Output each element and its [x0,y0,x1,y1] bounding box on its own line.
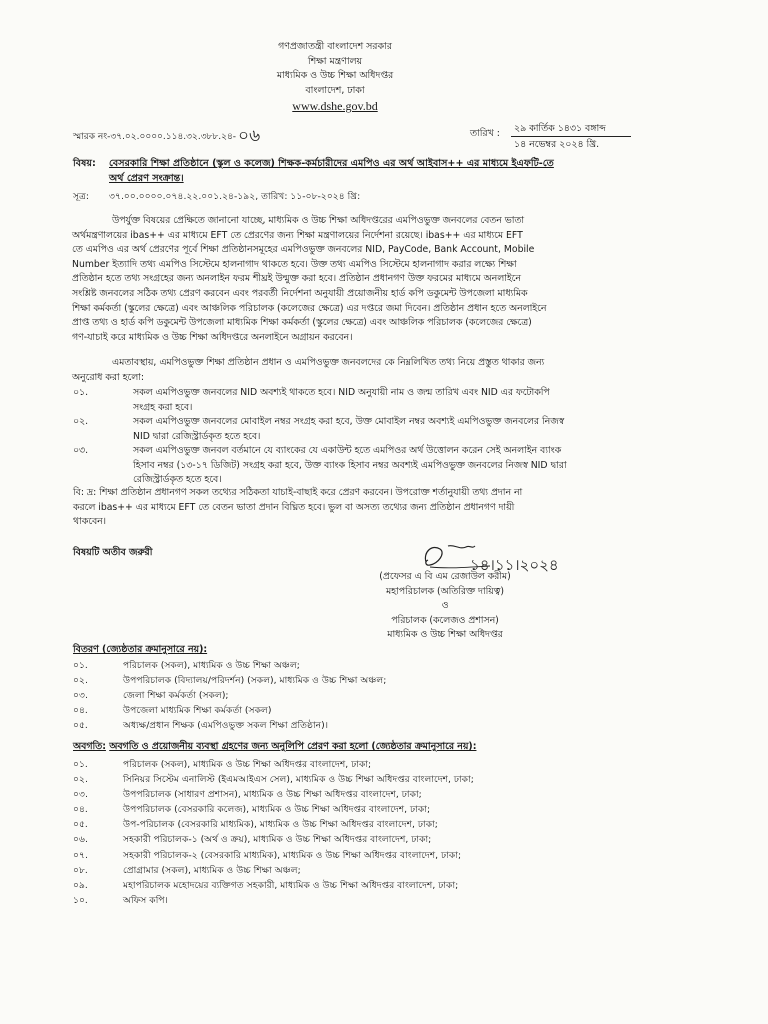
item-text: সকল এমপিওভুক্ত জনবল বর্তমানে যে ব্যাংকের যে একাউন্ট হতে এমপিওর অর্থ উত্তোলন করেন সেই অনলাইন ব্যাংক [133,445,562,456]
memo-number-text: স্মারক নং-৩৭.০২.০০০০.১১৪.৩২.৩৮৮.২৪- [73,132,237,142]
government-name: গণপ্রজাতন্ত্রী বাংলাদেশ সরকার [278,41,392,52]
list-item [73,688,386,703]
item-text: সিনিয়র সিস্টেম এনালিস্ট (ইএমআইএস সেল), মাধ্যমিক ও উচ্চ শিক্ষা অধিদপ্তর বাংলাদেশ, ঢাকা; [123,774,474,786]
memo-number [73,122,260,147]
item-number: ০৫. [73,720,88,732]
item-number: ০২. [73,675,88,687]
paragraph-line: গণ-যাচাই করে মাধ্যমিক ও উচ্চ শিক্ষা অধিদপ্তরে অনলাইনে অগ্রায়ন করবেন। [72,331,353,343]
item-number: ০২. [73,774,88,786]
memo-handwritten-number: ০৬ [238,126,261,146]
item-text: অধ্যক্ষ/প্রধান শিক্ষক (এমপিওভুক্ত সকল শিক্ষা প্রতিষ্ঠান)। [123,720,328,732]
paragraph-line: সংশ্লিষ্ট জনবলের সঠিক তথ্য প্রেরণ করবেন এবং পরবর্তী নির্দেশনা অনুযায়ী প্রয়োজনীয় হার্ড কপি ডকুমেন্ট উপজেলা মাধ্যমিক [72,287,528,299]
body-paragraph-1 [72,214,706,345]
list-item [73,848,474,863]
item-text: সকল এমপিওভুক্ত জনবলের মোবাইল নম্বর সংগ্রহ করা হবে, উক্ত মোবাইল নম্বর অবশ্যই এমপিওভুক্ত জনবলের নিজস্ব [133,416,565,427]
paragraph-line: অর্থমন্ত্রণালয়ের ibas++ এর মাধ্যমে EFT তে প্রেরণের জন্য শিক্ষা মন্ত্রণালয়ের নির্দেশনা রয়েছে। ibas++ এর মাধ্যমে EFT [72,229,523,241]
item-text: রেজিস্ট্রার্ডকৃত হতে হবে। [133,474,222,485]
item-text: হিসাব নম্বর (১৩-১৭ ডিজিট) সংগ্রহ করা হবে, উক্ত ব্যাংক হিসাব নম্বর অবশ্যই এমপিওভুক্ত জনবলের নিজস্ব NID দ্বারা [133,459,567,471]
item-number: ০৭. [73,849,88,861]
item-number: ০৪. [73,804,88,816]
list-item [73,772,474,787]
paragraph-line: উপর্যুক্ত বিষয়ের প্রেক্ষিতে জানানো যাচ্ছে, মাধ্যমিক ও উচ্চ শিক্ষা অধিদপ্তরের এমপিওভুক্ত জনবলের বেতন ভাতা [112,215,525,226]
copy-label: অবগতি: [73,741,106,752]
item-text: সহকারী পরিচালক-১ (অর্থ ও ক্রয়), মাধ্যমিক ও উচ্চ শিক্ষা অধিদপ্তর বাংলাদেশ, ঢাকা; [123,834,432,846]
signatory-designation-2: পরিচালক (কলেজও প্রশাসন) [391,614,499,626]
item-text: উপপরিচালক (বিদ্যালয়/পরিদর্শন) (সকল), মাধ্যমিক ও উচ্চ শিক্ষা অঞ্চল; [123,675,387,687]
item-number: ০৩. [73,789,88,801]
signatory-designation-1: মহাপরিচালক (অতিরিক্ত দায়িত্ব) [386,585,504,597]
reference-line [73,190,360,203]
item-number: ০৩. [73,690,88,702]
reference-label: সূত্র: [73,191,89,202]
note-paragraph [73,486,709,530]
ministry-name: শিক্ষা মন্ত্রণালয় [307,55,363,67]
item-text: সকল এমপিওভুক্ত জনবলের NID অবশ্যই থাকতে হবে। NID অনুযায়ী নাম ও জন্ম তারিখ এবং NID এর ফটোকপি [133,387,550,398]
list-item [73,658,386,673]
item-text: প্রোগ্রামার (সকল), মাধ্যমিক ও উচ্চ শিক্ষা অঞ্চল; [123,864,301,876]
item-text: পরিচালক (সকল), মাধ্যমিক ও উচ্চ শিক্ষা অঞ্চল; [123,660,300,671]
directorate-name: মাধ্যমিক ও উচ্চ শিক্ষা অধিদপ্তর [276,70,394,81]
list-item [73,893,474,908]
item-text: NID দ্বারা রেজিস্ট্রার্ডকৃত হতে হবে। [133,430,261,442]
distribution-title: বিতরণ (জ্যেষ্ঠতার ক্রমানুসারে নয়): [73,644,208,655]
signatory-office: মাধ্যমিক ও উচ্চ শিক্ষা অধিদপ্তর [387,629,503,640]
list-item [73,863,474,878]
paragraph-line: তে এমপিও এর অর্থ প্রেরণের পূর্বে শিক্ষা প্রতিষ্ঠানসমূহের এমপিওভুক্ত জনবলের NID, PayCode, Bank Account, Mobile [72,244,535,256]
item-number: ০২. [73,416,89,427]
subject-line [73,156,703,186]
date-bangla: ২৯ কার্তিক ১৪৩১ বঙ্গাব্দ [511,121,631,137]
item-number: ০৪. [73,705,88,717]
list-item [73,415,713,444]
item-text: পরিচালক (সকল), মাধ্যমিক ও উচ্চ শিক্ষা অধিদপ্তর বাংলাদেশ, ঢাকা; [123,759,372,770]
reference-text: ৩৭.০০.০০০০.০৭৪.২২.০০১.২৪-১৯২, তারিখ: ১১-০৮-২০২৪ খ্রি: [109,191,361,202]
signature-block [345,570,545,643]
list-item [73,817,474,832]
paragraph-line: এমতাবস্থায়, এমপিওভুক্ত শিক্ষা প্রতিষ্ঠান প্রধান ও এমপিওভুক্ত জনবলদের কে নিম্নলিখিত তথ্য নিয়ে প্রস্তুত থাকার জন্য [112,357,545,368]
paragraph-line: শিক্ষা কর্মকর্তা (স্কুলের ক্ষেত্রে) এবং আঞ্চলিক পরিচালক (কলেজের ক্ষেত্রে) এর দপ্তরে জমা দিবেন। প্রতিষ্ঠান প্রধান হতে অনলাইনে [72,302,547,314]
paragraph-line: প্রতিষ্ঠান হতে তথ্য সংগ্রহের জন্য অনলাইন ফরম শীঘ্রই উন্মুক্ত করা হবে। প্রতিষ্ঠান প্রধানগণ উক্ত ফরমের মাধ্যমে অনলাইনে [72,273,521,285]
item-number: ০৩. [73,445,89,456]
item-number: ০১. [73,660,88,671]
note-line: করলে ibas++ এর মাধ্যমে EFT তে বেতন ভাতা প্রদান বিঘ্নিত হবে। ভুল বা অসত্য তথ্যের জন্য প্রতিষ্ঠান প্রধানগণ দায়ী [73,501,515,513]
signature-date: ১৪।১১।২০২৪ [470,556,559,574]
signatory-conjunction: ও [441,600,449,611]
item-text: অফিস কপি। [123,894,168,906]
item-text: মহাপরিচালক মহোদয়ের ব্যক্তিগত সহকারী, মাধ্যমিক ও উচ্চ শিক্ষা অধিদপ্তর বাংলাদেশ, ঢাকা; [123,879,459,891]
copy-title [73,740,476,754]
list-item [73,878,474,893]
list-item [73,444,713,488]
note-line: থাকবেন। [73,516,107,528]
list-item [73,673,386,688]
paragraph-line: প্রাপ্ত তথ্য ও হার্ড কপি ডকুমেন্ট উপজেলা মাধ্যমিক শিক্ষা কর্মকর্তা (স্কুলের ক্ষেত্রে) এবং আঞ্চলিক পরিচালক (কলেজের ক্ষেত্রে) [72,317,532,329]
item-number: ০৯. [73,879,88,891]
item-number: ০৮. [73,864,88,876]
requirement-list [73,386,713,488]
item-number: ০৫. [73,819,88,831]
list-item [73,703,386,718]
item-number: ০৬. [73,834,88,846]
location: বাংলাদেশ, ঢাকা [305,84,365,96]
item-number: ০১. [73,759,88,770]
distribution-list [73,658,386,733]
item-text: জেলা শিক্ষা কর্মকর্তা (সকল); [123,690,229,702]
copy-title-text: অবগতি ও প্রয়োজনীয় ব্যবস্থা গ্রহণের জন্য অনুলিপি প্রেরণ করা হলো (জ্যেষ্ঠতার ক্রমানুসারে নয়): [109,741,477,752]
copy-list [73,757,474,908]
letterhead [200,40,470,114]
urgent-label: বিষয়টি অতীব জরুরী [73,547,153,558]
website-link[interactable]: www.dshe.gov.bd [292,99,378,113]
list-item [73,832,474,847]
date-label: তারিখ : [470,128,500,139]
list-item [73,386,713,415]
item-text: উপপরিচালক (সাধারণ প্রশাসন), মাধ্যমিক ও উচ্চ শিক্ষা অধিদপ্তর বাংলাদেশ, ঢাকা; [123,789,422,801]
date-block [511,121,631,152]
paragraph-line: Number ইত্যাদি তথ্য এমপিও সিস্টেমে হালনাগাদ থাকতে হবে। উক্ত তথ্য এমপিও সিস্টেমে হালনাগাদ করার লক্ষ্যে শিক্ষা [72,258,517,270]
item-text: সংগ্রহ করা হবে। [133,401,193,413]
item-text: উপজেলা মাধ্যমিক শিক্ষা কর্মকর্তা (সকল) [123,705,272,717]
item-text: উপ-পরিচালক (বেসরকারি মাধ্যমিক), মাধ্যমিক ও উচ্চ শিক্ষা অধিদপ্তর বাংলাদেশ, ঢাকা; [123,819,438,831]
subject-text-2: অর্থ প্রেরণ সংক্রান্ত। [109,173,184,184]
signatory-name: (প্রফেসর এ বি এম রেজাউল করীম) [379,571,511,582]
list-item [73,787,474,802]
body-paragraph-2 [72,356,706,385]
list-item [73,718,386,733]
item-text: উপপরিচালক (বেসরকারি কলেজ), মাধ্যমিক ও উচ্চ শিক্ষা অধিদপ্তর বাংলাদেশ, ঢাকা; [123,804,431,816]
item-number: ১০. [73,894,88,906]
item-number: ০১. [73,387,89,398]
item-text: সহকারী পরিচালক-২ (বেসরকারি মাধ্যমিক), মাধ্যমিক ও উচ্চ শিক্ষা অধিদপ্তর বাংলাদেশ, ঢাকা; [123,849,462,861]
note-line: বি: দ্র: শিক্ষা প্রতিষ্ঠান প্রধানগণ সকল তথ্যের সঠিকতা যাচাই-বাছাই করে প্রেরণ করবেন। উপরোক্ত শর্তানুযায়ী তথ্য প্রদান না [73,487,523,498]
subject-label: বিষয়: [73,158,96,169]
date-english: ১৪ নভেম্বর ২০২৪ খ্রি. [514,139,600,150]
subject-text-1: বেসরকারি শিক্ষা প্রতিষ্ঠানে (স্কুল ও কলেজ) শিক্ষক-কর্মচারীদের এমপিও এর অর্থ আইবাস++ এর মাধ্যমে ইএফটি-তে [109,158,554,169]
paragraph-line: অনুরোধ করা হলো: [72,371,144,383]
list-item [73,757,474,772]
list-item [73,802,474,817]
